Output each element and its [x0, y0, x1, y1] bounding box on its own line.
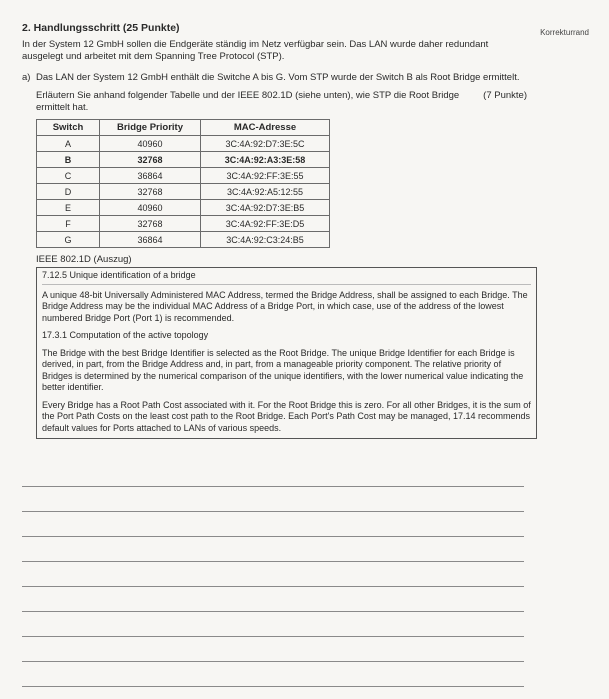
answer-line[interactable]: [22, 662, 524, 687]
table-row: [37, 200, 330, 216]
table-row: [37, 184, 330, 200]
answer-line[interactable]: [22, 612, 524, 637]
cell-switch: C: [37, 168, 100, 184]
cell-priority: 40960: [100, 136, 201, 152]
table-row: [37, 136, 330, 152]
answer-line[interactable]: [22, 487, 524, 512]
ieee-section2-text2: Every Bridge has a Root Path Cost associated with it. For the Root Bridge this is zero. For all other Bridges, it is the sum of the Port Path Costs on the least cost path to the Root Bridge. Each Port's Path Cost may be managed, 17.14 recommends default values for Ports attached to LANs of various speeds.: [42, 399, 531, 433]
cell-mac: 3C:4A:92:A3:3E:58: [201, 152, 330, 168]
header-switch: Switch: [37, 120, 100, 136]
exam-content: [22, 22, 531, 439]
cell-priority: 32768: [100, 216, 201, 232]
cell-switch: D: [37, 184, 100, 200]
task-a-instruction-row: [36, 90, 527, 114]
intro-text: In der System 12 GmbH sollen die Endgeräte ständig im Netz verfügbar sein. Das LAN wurde daher redundant ausgelegt und arbeitet mit dem Spanning Tree Protocol (STP).: [22, 39, 489, 62]
ieee-section2-text1: The Bridge with the best Bridge Identifier is selected as the Root Bridge. The unique Bridge Identifier for each Bridge is derived, in part, from the Bridge Address and, in part, from a manageable priority component. The relative priority of Bridges is determined by the numerical comparison of the unique identifiers, with the lower numerical value indicating the better identifier.: [42, 347, 524, 392]
task-a-points: (7 Punkte): [483, 90, 527, 101]
cell-priority: 32768: [100, 152, 201, 168]
cell-mac: 3C:4A:92:FF:3E:D5: [201, 216, 330, 232]
answer-line[interactable]: [22, 512, 524, 537]
table-row: [37, 232, 330, 248]
table-row: [37, 168, 330, 184]
cell-priority: 40960: [100, 200, 201, 216]
switch-table: [36, 119, 330, 248]
task-a-instruction: Erläutern Sie anhand folgender Tabelle und der IEEE 802.1D (siehe unten), wie STP die Root Bridge ermittelt hat.: [36, 90, 460, 113]
cell-mac: 3C:4A:92:C3:24:B5: [201, 232, 330, 248]
answer-line[interactable]: [22, 587, 524, 612]
answer-line[interactable]: [22, 637, 524, 662]
table-header-row: [37, 120, 330, 136]
ieee-section1-text: A unique 48-bit Universally Administered MAC Address, termed the Bridge Address, shall be assigned to each Bridge. The Bridge Address may be the individual MAC Address of a Bridge Port, in which case, use of the address of the lowest numbered Bridge Port (Port 1) is recommended.: [42, 289, 528, 323]
table-row: [37, 152, 330, 168]
margin-label: Korrekturrand: [540, 28, 589, 37]
cell-switch: E: [37, 200, 100, 216]
cell-mac: 3C:4A:92:D7:3E:5C: [201, 136, 330, 152]
cell-switch: B: [37, 152, 100, 168]
table-row: [37, 216, 330, 232]
ieee-label: IEEE 802.1D (Auszug): [36, 254, 132, 265]
task-a-label: a): [22, 72, 31, 83]
header-priority: Bridge Priority: [100, 120, 201, 136]
answer-line[interactable]: [22, 462, 524, 487]
cell-mac: 3C:4A:92:D7:3E:B5: [201, 200, 330, 216]
task-a: [22, 72, 527, 84]
answer-lines: [22, 462, 524, 687]
task-a-text: Das LAN der System 12 GmbH enthält die Switche A bis G. Vom STP wurde der Switch B als Root Bridge ermittelt.: [36, 72, 520, 83]
cell-mac: 3C:4A:92:FF:3E:55: [201, 168, 330, 184]
answer-line[interactable]: [22, 537, 524, 562]
cell-switch: A: [37, 136, 100, 152]
header-mac: MAC-Adresse: [201, 120, 330, 136]
cell-mac: 3C:4A:92:A5:12:55: [201, 184, 330, 200]
cell-switch: G: [37, 232, 100, 248]
ieee-excerpt-box: [36, 267, 537, 439]
task-heading: 2. Handlungsschritt (25 Punkte): [22, 22, 180, 34]
ieee-section1-title: 7.12.5 Unique identification of a bridge: [42, 270, 531, 285]
cell-priority: 36864: [100, 168, 201, 184]
answer-line[interactable]: [22, 562, 524, 587]
cell-switch: F: [37, 216, 100, 232]
ieee-section2-title: 17.3.1 Computation of the active topology: [42, 330, 209, 340]
cell-priority: 32768: [100, 184, 201, 200]
cell-priority: 36864: [100, 232, 201, 248]
